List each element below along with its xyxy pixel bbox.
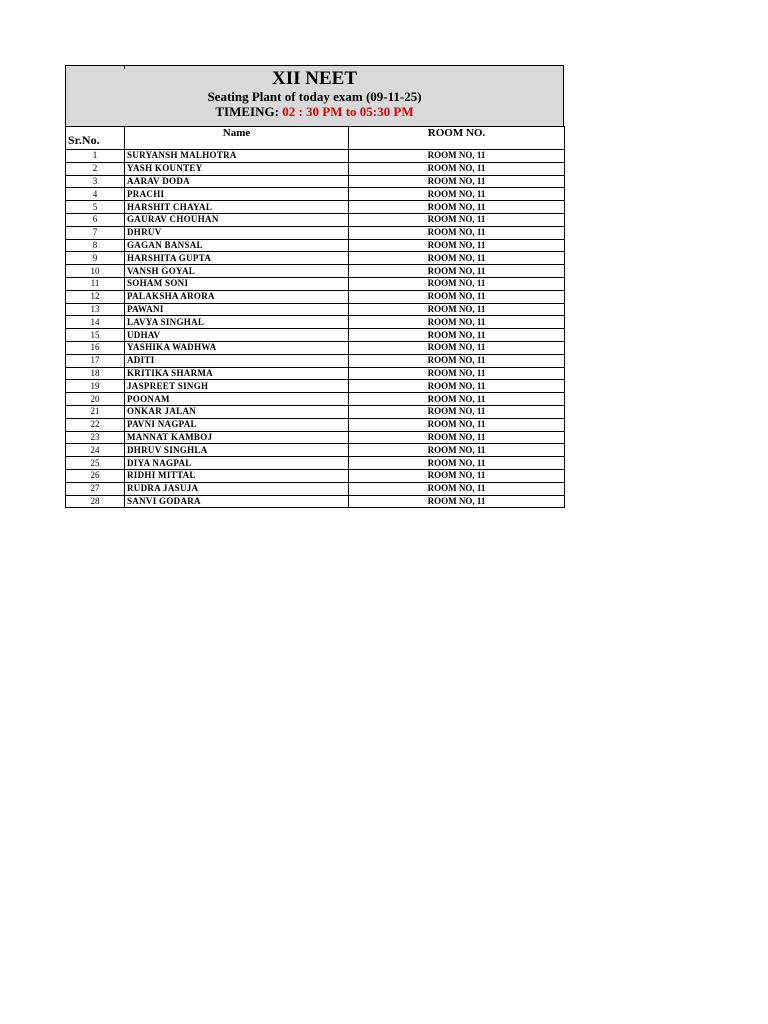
room-no-cell: ROOM NO, 11: [349, 380, 565, 393]
room-no-cell: ROOM NO, 11: [349, 265, 565, 278]
column-header-sr-no: Sr.No.: [66, 127, 125, 150]
room-no-cell: ROOM NO, 11: [349, 316, 565, 329]
table-row: [66, 431, 565, 444]
sr-no-cell: 9: [66, 252, 125, 265]
table-row: [66, 277, 565, 290]
table-row: [66, 354, 565, 367]
student-name-cell: KRITIKA SHARMA: [125, 367, 349, 380]
room-no-cell: ROOM NO, 11: [349, 290, 565, 303]
timing-label: TIMEING:: [215, 104, 279, 119]
column-header-name: Name: [125, 127, 349, 150]
sr-no-cell: 20: [66, 393, 125, 406]
table-row: [66, 469, 565, 482]
sr-no-cell: 26: [66, 469, 125, 482]
sr-no-cell: 17: [66, 354, 125, 367]
sr-no-cell: 7: [66, 226, 125, 239]
table-body: [66, 150, 565, 508]
sr-no-cell: 5: [66, 201, 125, 214]
sr-no-cell: 8: [66, 239, 125, 252]
student-name-cell: DHRUV SINGHLA: [125, 444, 349, 457]
table-row: [66, 457, 565, 470]
room-no-cell: ROOM NO, 11: [349, 239, 565, 252]
table-row: [66, 418, 565, 431]
sr-no-cell: 3: [66, 175, 125, 188]
student-name-cell: PRACHI: [125, 188, 349, 201]
table-row: [66, 393, 565, 406]
page-title: XII NEET: [272, 68, 357, 89]
room-no-cell: ROOM NO, 11: [349, 201, 565, 214]
room-no-cell: ROOM NO, 11: [349, 495, 565, 508]
sr-no-cell: 24: [66, 444, 125, 457]
room-no-cell: ROOM NO, 11: [349, 150, 565, 163]
sr-no-cell: 28: [66, 495, 125, 508]
table-row: [66, 162, 565, 175]
student-name-cell: LAVYA SINGHAL: [125, 316, 349, 329]
sr-no-cell: 6: [66, 213, 125, 226]
student-name-cell: PAVNI NAGPAL: [125, 418, 349, 431]
sr-no-cell: 11: [66, 277, 125, 290]
room-no-cell: ROOM NO, 11: [349, 341, 565, 354]
room-no-cell: ROOM NO, 11: [349, 482, 565, 495]
table-row: [66, 316, 565, 329]
student-name-cell: PALAKSHA ARORA: [125, 290, 349, 303]
student-name-cell: GAGAN BANSAL: [125, 239, 349, 252]
sr-no-cell: 12: [66, 290, 125, 303]
room-no-cell: ROOM NO, 11: [349, 277, 565, 290]
table-header-row: [66, 127, 565, 150]
student-name-cell: HARSHIT CHAYAL: [125, 201, 349, 214]
timing-value: 02 : 30 PM to 05:30 PM: [282, 104, 414, 119]
table-row: [66, 213, 565, 226]
table-row: [66, 444, 565, 457]
table-row: [66, 380, 565, 393]
table-row: [66, 303, 565, 316]
table-row: [66, 341, 565, 354]
sr-no-cell: 19: [66, 380, 125, 393]
room-no-cell: ROOM NO, 11: [349, 252, 565, 265]
student-name-cell: ONKAR JALAN: [125, 405, 349, 418]
seating-plan-sheet: [65, 65, 564, 508]
student-name-cell: PAWANI: [125, 303, 349, 316]
sr-no-cell: 2: [66, 162, 125, 175]
room-no-cell: ROOM NO, 11: [349, 188, 565, 201]
sr-no-cell: 16: [66, 341, 125, 354]
room-no-cell: ROOM NO, 11: [349, 431, 565, 444]
table-row: [66, 265, 565, 278]
student-name-cell: YASH KOUNTEY: [125, 162, 349, 175]
student-name-cell: HARSHITA GUPTA: [125, 252, 349, 265]
student-name-cell: RIDHI MITTAL: [125, 469, 349, 482]
student-name-cell: POONAM: [125, 393, 349, 406]
room-no-cell: ROOM NO, 11: [349, 175, 565, 188]
sr-no-cell: 14: [66, 316, 125, 329]
room-no-cell: ROOM NO, 11: [349, 457, 565, 470]
seating-table: [65, 126, 565, 508]
room-no-cell: ROOM NO, 11: [349, 226, 565, 239]
room-no-cell: ROOM NO, 11: [349, 418, 565, 431]
table-row: [66, 201, 565, 214]
sr-no-cell: 25: [66, 457, 125, 470]
sr-no-cell: 1: [66, 150, 125, 163]
student-name-cell: GAURAV CHOUHAN: [125, 213, 349, 226]
table-row: [66, 367, 565, 380]
table-row: [66, 495, 565, 508]
student-name-cell: VANSH GOYAL: [125, 265, 349, 278]
room-no-cell: ROOM NO, 11: [349, 354, 565, 367]
room-no-cell: ROOM NO, 11: [349, 329, 565, 342]
sr-no-cell: 13: [66, 303, 125, 316]
room-no-cell: ROOM NO, 11: [349, 213, 565, 226]
student-name-cell: SURYANSH MALHOTRA: [125, 150, 349, 163]
table-row: [66, 290, 565, 303]
student-name-cell: MANNAT KAMBOJ: [125, 431, 349, 444]
student-name-cell: UDHAV: [125, 329, 349, 342]
page-subtitle: Seating Plant of today exam (09-11-25): [207, 89, 422, 104]
student-name-cell: SANVI GODARA: [125, 495, 349, 508]
column-header-room-no: ROOM NO.: [349, 127, 565, 150]
table-row: [66, 329, 565, 342]
sr-no-cell: 15: [66, 329, 125, 342]
sr-no-cell: 27: [66, 482, 125, 495]
sr-no-cell: 18: [66, 367, 125, 380]
table-row: [66, 188, 565, 201]
room-no-cell: ROOM NO, 11: [349, 367, 565, 380]
room-no-cell: ROOM NO, 11: [349, 303, 565, 316]
table-row: [66, 482, 565, 495]
room-no-cell: ROOM NO, 11: [349, 162, 565, 175]
table-row: [66, 150, 565, 163]
sr-no-cell: 4: [66, 188, 125, 201]
student-name-cell: RUDRA JASUJA: [125, 482, 349, 495]
student-name-cell: AARAV DODA: [125, 175, 349, 188]
sr-no-cell: 10: [66, 265, 125, 278]
student-name-cell: DHRUV: [125, 226, 349, 239]
exam-timing: [66, 104, 563, 120]
student-name-cell: DIYA NAGPAL: [125, 457, 349, 470]
student-name-cell: SOHAM SONI: [125, 277, 349, 290]
sr-no-cell: 22: [66, 418, 125, 431]
student-name-cell: YASHIKA WADHWA: [125, 341, 349, 354]
sr-no-cell: 21: [66, 405, 125, 418]
student-name-cell: JASPREET SINGH: [125, 380, 349, 393]
room-no-cell: ROOM NO, 11: [349, 405, 565, 418]
room-no-cell: ROOM NO, 11: [349, 444, 565, 457]
table-row: [66, 175, 565, 188]
table-row: [66, 405, 565, 418]
room-no-cell: ROOM NO, 11: [349, 393, 565, 406]
sr-no-cell: 23: [66, 431, 125, 444]
student-name-cell: ADITI: [125, 354, 349, 367]
sheet-header: [65, 65, 564, 126]
table-row: [66, 239, 565, 252]
table-row: [66, 252, 565, 265]
table-row: [66, 226, 565, 239]
room-no-cell: ROOM NO, 11: [349, 469, 565, 482]
